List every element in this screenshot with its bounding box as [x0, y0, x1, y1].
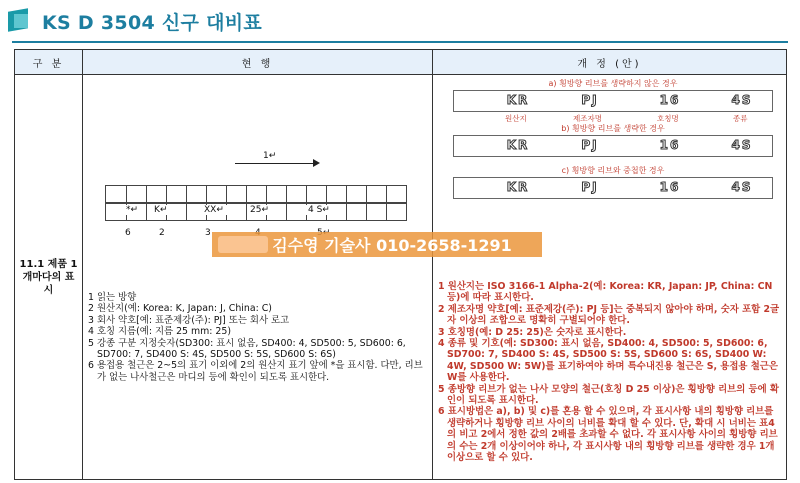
header-category: 구 분 [15, 50, 83, 75]
rib-divider [266, 186, 267, 202]
current-marking-figure [105, 151, 425, 301]
arrow-head-icon [313, 159, 320, 167]
category-cell: 11.1 제품 1 개마다의 표시 [15, 75, 83, 480]
header-revised: 개 정 (안) [433, 50, 787, 75]
list-item: 1 원산지는 ISO 3166-1 Alpha-2(예: Korea: KR, Japan: JP, China: CN 등)에 따라 표시한다. [438, 281, 773, 304]
reading-direction-arrow [235, 163, 315, 164]
rib-marking-label: XX↵ [201, 205, 227, 215]
rib-divider [166, 186, 167, 202]
figure-caption: c) 횡방향 리브와 중첩한 경우 [561, 166, 665, 175]
comparison-table [14, 49, 787, 480]
list-item: 2 제조자명 약호[예: 표준제강(주): PJ 등]는 중복되지 않아야 하며, 숫자 포함 2글자 이상의 조합으로 명확히 구별되어야 한다. [438, 303, 780, 327]
revised-items-list [433, 281, 783, 464]
marking-segment: KR [506, 93, 530, 107]
rib-divider [286, 186, 287, 202]
figure-labels [453, 113, 773, 124]
rib-divider [126, 186, 127, 202]
fig-label-origin: 원산지 [505, 114, 527, 123]
marking-segment: 4S [731, 138, 753, 152]
list-item: 1 읽는 방향 [88, 292, 137, 303]
blurred-logo [218, 236, 268, 253]
marking-segment: 4S [731, 93, 753, 107]
header-current: 현 행 [83, 50, 433, 75]
marking-bar-b [453, 135, 773, 157]
revised-figures [453, 79, 773, 200]
marking-segment: 16 [659, 138, 681, 152]
rebar-rib-row [105, 185, 407, 203]
figure-caption: a) 횡방향 리브를 생략하지 않은 경우 [548, 79, 678, 88]
rib-divider [326, 186, 327, 202]
list-item: 6 표시방법은 a), b) 및 c)를 혼용 할 수 있으며, 각 표시사항 내의 횡방향 리브를 생략하거나 횡방향 리브 사이의 너비를 확대 할 수 있다. 단, 확대 시 너비는 표4의 비고 2에서 정한 값의 2배를 초과할 수 없다. 각 표시사항 사이의 횡방향 리브의 수는 2개 이상이어야 하나, 각 표시사항 내의 횡방향 리브를 생략한 경우 1개 이상으로 할 수 있다. [438, 406, 778, 464]
rib-divider [386, 204, 387, 220]
marking-segment: PJ [581, 93, 599, 107]
list-item: 5 종방향 리브가 없는 나사 모양의 철근(호칭 D 25 이상)은 횡방향 리브의 등에 확인이 되도록 표시한다. [438, 383, 779, 407]
list-item: 3 회사 약호[예: 표준제강(주): PJ] 또는 회사 로고 [88, 314, 290, 326]
rib-marking-label: 25↵ [247, 205, 272, 215]
marking-segment: PJ [581, 138, 599, 152]
rib-marking-label: K↵ [151, 205, 170, 215]
rib-divider [146, 204, 147, 220]
current-cell [83, 75, 433, 480]
page-title: KS D 3504 신구 대비표 [42, 11, 263, 34]
rib-divider [246, 186, 247, 202]
rib-divider [366, 204, 367, 220]
watermark-banner [212, 232, 542, 257]
marking-segment: 4S [731, 180, 753, 194]
rib-marking-label: *↵ [123, 205, 141, 215]
title-bar [6, 6, 262, 36]
title-divider [12, 41, 788, 43]
list-item: 5 강종 구분 지정숫자(SD300: 표시 없음, SD400: 4, SD500: 5, SD600: 6, SD700: 7, SD400 S: 4S, SD500 S: 5S, SD600 S: 6S) [88, 337, 406, 361]
list-item: 6 용접용 철근은 2~5의 표기 이외에 2의 원산지 표기 앞에 *을 표시함. 다만, 리브가 없는 나사철근은 마디의 등에 확인이 되도록 표시한다. [88, 360, 423, 383]
marking-segment: KR [506, 138, 530, 152]
rib-divider [226, 186, 227, 202]
cube-logo-icon [6, 8, 32, 34]
revised-cell [433, 75, 787, 480]
rib-divider [406, 186, 407, 202]
marking-segment: 16 [659, 93, 681, 107]
rib-marking-label: 4 S↵ [305, 205, 333, 215]
watermark-text: 김수영 기술사 010-2658-1291 [272, 236, 512, 255]
number-label: 2 [159, 228, 165, 238]
rib-divider [186, 186, 187, 202]
figure-caption: b) 횡방향 리브를 생략한 경우 [561, 124, 665, 133]
list-item: 3 호칭명(예: D 25: 25)은 숫자로 표시한다. [438, 326, 627, 338]
rib-divider [286, 204, 287, 220]
marking-bar-c [453, 177, 773, 199]
rib-divider [206, 186, 207, 202]
number-label: 3 [205, 228, 211, 238]
rib-divider [346, 204, 347, 220]
current-items-list [83, 292, 429, 383]
marking-segment: 16 [659, 180, 681, 194]
list-item: 4 호칭 지름(예: 지름 25 mm: 25) [88, 326, 231, 338]
list-item: 2 원산지(예: Korea: K, Japan: J, China: C) [88, 303, 272, 315]
fig-label-grade: 종류 [733, 114, 748, 123]
arrow-label: 1↵ [263, 151, 277, 161]
fig-label-maker: 제조자명 [573, 114, 602, 123]
rib-divider [406, 204, 407, 220]
marking-segment: KR [506, 180, 530, 194]
rib-divider [306, 186, 307, 202]
fig-label-size: 호칭명 [657, 114, 679, 123]
list-item: 4 종류 및 기호(예: SD300: 표시 없음, SD400: 4, SD500: 5, SD600: 6, SD700: 7, SD400 S: 4S, SD500 S: 5S, SD600 S: 6S, SD400 W: 4W, SD500 W: 5W)를 표기하여야 하며 특수내진용 철근은 S, 용접용 철근은 W를 사용한다. [438, 338, 778, 384]
marking-segment: PJ [581, 180, 599, 194]
number-label: 6 [125, 228, 131, 238]
rib-divider [386, 186, 387, 202]
rib-divider [146, 186, 147, 202]
marking-bar-a [453, 90, 773, 112]
rib-divider [186, 204, 187, 220]
rib-divider [366, 186, 367, 202]
rib-divider [346, 186, 347, 202]
